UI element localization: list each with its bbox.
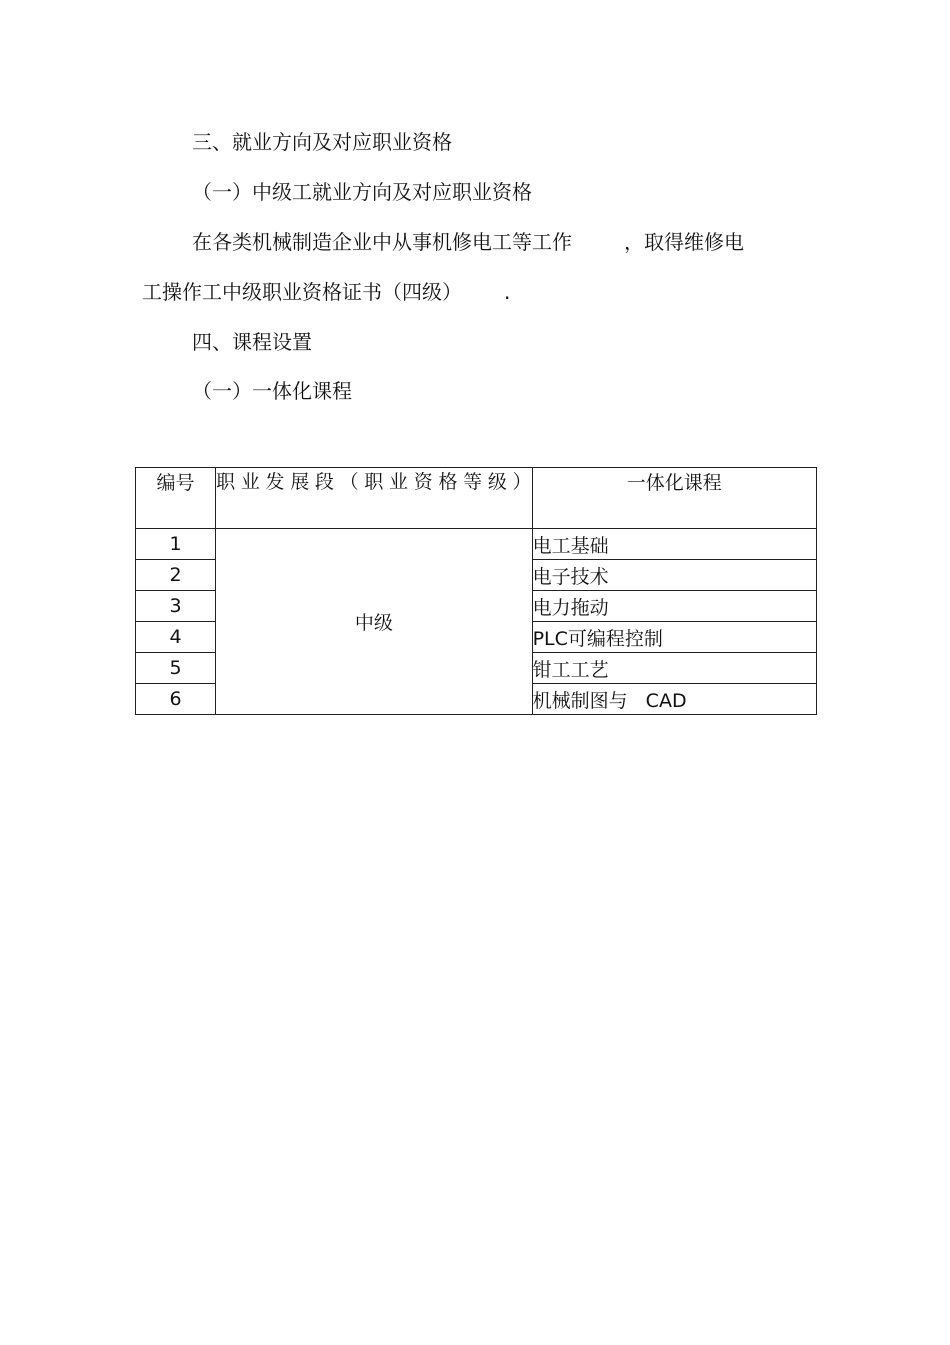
paragraph-line-2-text-a: 工操作工中级职业资格证书（四级） bbox=[142, 280, 462, 304]
paragraph-line-1 bbox=[192, 229, 744, 255]
course-name: 电子技术 bbox=[532, 560, 816, 591]
row-number: 2 bbox=[136, 560, 216, 591]
table-row bbox=[136, 529, 817, 560]
section-4-sub-heading: （一）一体化课程 bbox=[192, 379, 352, 403]
row-number: 4 bbox=[136, 622, 216, 653]
row-number: 1 bbox=[136, 529, 216, 560]
course-name: 机械制图与 CAD bbox=[532, 684, 816, 715]
section-3-heading: 三、就业方向及对应职业资格 bbox=[192, 130, 452, 154]
header-career-stage: 职业发展段（职业资格等级） bbox=[216, 468, 532, 529]
paragraph-line-2 bbox=[142, 279, 510, 305]
paragraph-line-1-text-a: 在各类机械制造企业中从事机修电工等工作 bbox=[192, 230, 572, 254]
paragraph-line-1-text-b: ，取得维修电 bbox=[624, 230, 744, 254]
course-name: 电工基础 bbox=[532, 529, 816, 560]
header-integrated-course: 一体化课程 bbox=[532, 468, 816, 529]
course-table bbox=[135, 467, 817, 715]
course-name: 钳工工艺 bbox=[532, 653, 816, 684]
row-number: 5 bbox=[136, 653, 216, 684]
row-number: 6 bbox=[136, 684, 216, 715]
paragraph-line-2-text-b: . bbox=[504, 280, 511, 304]
section-3-sub-heading: （一）中级工就业方向及对应职业资格 bbox=[192, 180, 532, 204]
header-number: 编号 bbox=[136, 468, 216, 529]
table-header-row bbox=[136, 468, 817, 529]
course-name: 电力拖动 bbox=[532, 591, 816, 622]
course-name: PLC可编程控制 bbox=[532, 622, 816, 653]
section-4-heading: 四、课程设置 bbox=[192, 330, 312, 354]
stage-cell: 中级 bbox=[216, 529, 532, 715]
row-number: 3 bbox=[136, 591, 216, 622]
